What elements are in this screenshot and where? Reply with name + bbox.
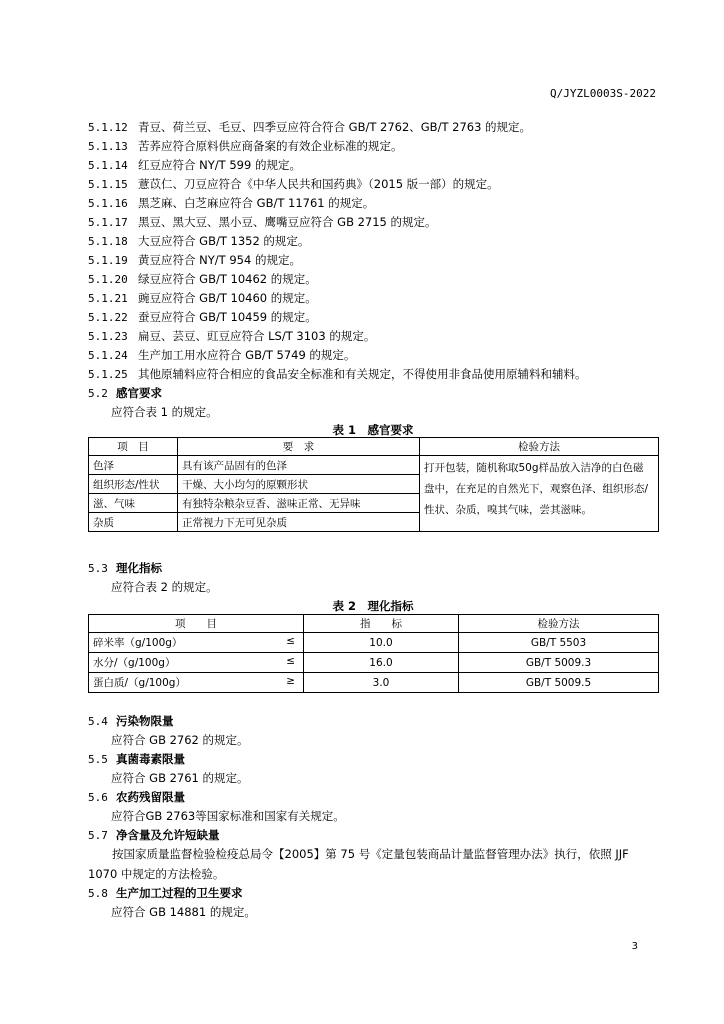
clause-number: 5.1.17 bbox=[88, 216, 128, 229]
section-5-7-heading bbox=[88, 828, 220, 843]
clause-number: 5.1.25 bbox=[88, 368, 128, 381]
cell-requirement: 正常视力下无可见杂质 bbox=[178, 513, 420, 532]
cell-item: 组织形态/性状 bbox=[89, 475, 178, 494]
section-5-5-text: 应符合 GB 2761 的规定。 bbox=[111, 771, 249, 785]
limit-symbol: ≤ bbox=[286, 655, 295, 667]
section-5-3-heading bbox=[88, 561, 162, 576]
clause-number: 5.1.20 bbox=[88, 273, 128, 286]
section-number: 5.3 bbox=[88, 562, 108, 575]
cell-value: 16.0 bbox=[304, 653, 459, 673]
clause-text: 其他原辅料应符合相应的食品安全标准和有关规定，不得使用非食品使用原辅料和辅料。 bbox=[138, 367, 587, 381]
table-row bbox=[89, 673, 659, 693]
cell-item bbox=[89, 673, 304, 693]
section-title: 理化指标 bbox=[116, 561, 162, 575]
clause-text: 大豆应符合 GB/T 1352 的规定。 bbox=[138, 234, 310, 248]
cell-value: 10.0 bbox=[304, 633, 459, 653]
cell-item: 杂质 bbox=[89, 513, 178, 532]
cell-method: GB/T 5009.5 bbox=[459, 673, 659, 693]
clause-text: 苦荞应符合原料供应商备案的有效企业标准的规定。 bbox=[138, 139, 403, 153]
cell-method: GB/T 5503 bbox=[459, 633, 659, 653]
col-header-requirement: 要 求 bbox=[178, 438, 420, 456]
clause-text: 黑芝麻、白芝麻应符合 GB/T 11761 的规定。 bbox=[138, 196, 375, 210]
clause-text: 绿豆应符合 GB/T 10462 的规定。 bbox=[138, 272, 317, 286]
clause-number: 5.1.16 bbox=[88, 197, 128, 210]
document-code: Q/JYZL0003S-2022 bbox=[550, 87, 656, 100]
cell-method: GB/T 5009.3 bbox=[459, 653, 659, 673]
section-5-6-heading bbox=[88, 790, 185, 805]
col-header-item: 项 目 bbox=[89, 438, 178, 456]
section-5-8-text: 应符合 GB 14881 的规定。 bbox=[111, 905, 256, 919]
section-5-7-text: 按国家质量监督检验检疫总局令【2005】第 75 号《定量包装商品计量监督管理办法》执行，依照 JJF 1070 中规定的方法检验。 bbox=[88, 847, 629, 881]
section-5-6-text: 应符合GB 2763等国家标准和国家有关规定。 bbox=[111, 809, 345, 823]
clause-5-1-25 bbox=[88, 367, 587, 382]
clause-number: 5.1.18 bbox=[88, 235, 128, 248]
sensory-requirements-table bbox=[88, 437, 659, 532]
clause-5-1-19 bbox=[88, 253, 301, 268]
section-title: 农药残留限量 bbox=[116, 790, 185, 804]
cell-value: 3.0 bbox=[304, 673, 459, 693]
cell-item: 滋、气味 bbox=[89, 494, 178, 513]
section-5-2-heading bbox=[88, 386, 162, 401]
item-name: 水分/（g/100g） bbox=[93, 657, 176, 669]
clause-number: 5.1.15 bbox=[88, 178, 128, 191]
section-5-4-heading bbox=[88, 714, 174, 729]
limit-symbol: ≥ bbox=[286, 675, 295, 687]
section-5-4-text: 应符合 GB 2762 的规定。 bbox=[111, 733, 249, 747]
clause-5-1-15 bbox=[88, 177, 499, 192]
cell-item: 色泽 bbox=[89, 456, 178, 475]
clause-number: 5.1.12 bbox=[88, 121, 128, 134]
limit-symbol: ≤ bbox=[286, 635, 295, 647]
clause-number: 5.1.13 bbox=[88, 140, 128, 153]
table-1-caption: 表 1 感官要求 bbox=[332, 423, 414, 437]
clause-text: 黄豆应符合 NY/T 954 的规定。 bbox=[138, 253, 301, 267]
clause-5-1-18 bbox=[88, 234, 309, 249]
cell-requirement: 具有该产品固有的色泽 bbox=[178, 456, 420, 475]
clause-5-1-13 bbox=[88, 139, 403, 154]
section-number: 5.2 bbox=[88, 387, 108, 400]
clause-number: 5.1.21 bbox=[88, 292, 128, 305]
page-number: 3 bbox=[631, 941, 638, 952]
clause-5-1-20 bbox=[88, 272, 317, 287]
clause-text: 豌豆应符合 GB/T 10460 的规定。 bbox=[138, 291, 317, 305]
section-number: 5.4 bbox=[88, 715, 108, 728]
cell-item bbox=[89, 633, 304, 653]
section-number: 5.7 bbox=[88, 829, 108, 842]
section-number: 5.6 bbox=[88, 791, 108, 804]
col-header-method: 检验方法 bbox=[420, 438, 659, 456]
clause-number: 5.1.23 bbox=[88, 330, 128, 343]
section-number: 5.5 bbox=[88, 753, 108, 766]
cell-requirement: 干燥、大小均匀的原颗形状 bbox=[178, 475, 420, 494]
section-title: 真菌毒素限量 bbox=[116, 752, 185, 766]
section-number: 5.8 bbox=[88, 887, 108, 900]
clause-5-1-12 bbox=[88, 120, 531, 135]
clause-number: 5.1.22 bbox=[88, 311, 128, 324]
col-header-method: 检验方法 bbox=[459, 615, 659, 633]
clause-number: 5.1.14 bbox=[88, 159, 128, 172]
table-2-caption: 表 2 理化指标 bbox=[332, 599, 414, 613]
clause-text: 生产加工用水应符合 GB/T 5749 的规定。 bbox=[138, 348, 356, 362]
cell-method: 打开包装，随机称取50g样品放入洁净的白色磁盘中，在充足的自然光下，观察色泽、组织形态/性状、杂质，嗅其气味，尝其滋味。 bbox=[420, 456, 659, 532]
section-5-2-text: 应符合表 1 的规定。 bbox=[111, 405, 218, 419]
clause-5-1-23 bbox=[88, 329, 375, 344]
section-5-3-text: 应符合表 2 的规定。 bbox=[111, 580, 218, 594]
section-title: 生产加工过程的卫生要求 bbox=[116, 886, 243, 900]
clause-5-1-16 bbox=[88, 196, 374, 211]
table-row bbox=[89, 653, 659, 673]
clause-5-1-17 bbox=[88, 215, 437, 230]
section-title: 净含量及允许短缺量 bbox=[116, 828, 220, 842]
clause-5-1-22 bbox=[88, 310, 317, 325]
cell-requirement: 有独特杂粮杂豆香、滋味正常、无异味 bbox=[178, 494, 420, 513]
clause-number: 5.1.19 bbox=[88, 254, 128, 267]
clause-text: 黑豆、黑大豆、黑小豆、鹰嘴豆应符合 GB 2715 的规定。 bbox=[138, 215, 437, 229]
col-header-indicator: 指 标 bbox=[304, 615, 459, 633]
table-header-row bbox=[89, 438, 659, 456]
clause-text: 薏苡仁、刀豆应符合《中华人民共和国药典》（2015 版一部）的规定。 bbox=[138, 177, 499, 191]
clause-5-1-21 bbox=[88, 291, 317, 306]
clause-text: 蚕豆应符合 GB/T 10459 的规定。 bbox=[138, 310, 317, 324]
section-title: 污染物限量 bbox=[116, 714, 174, 728]
table-header-row bbox=[89, 615, 659, 633]
item-name: 碎米率（g/100g） bbox=[93, 637, 183, 649]
physicochemical-table bbox=[88, 614, 659, 693]
clause-5-1-14 bbox=[88, 158, 301, 173]
section-title: 感官要求 bbox=[116, 386, 162, 400]
clause-number: 5.1.24 bbox=[88, 349, 128, 362]
table-row bbox=[89, 456, 659, 475]
col-header-item: 项 目 bbox=[89, 615, 304, 633]
cell-item bbox=[89, 653, 304, 673]
section-5-8-heading bbox=[88, 886, 243, 901]
section-5-5-heading bbox=[88, 752, 185, 767]
table-row bbox=[89, 633, 659, 653]
clause-5-1-24 bbox=[88, 348, 355, 363]
clause-text: 扁豆、芸豆、豇豆应符合 LS/T 3103 的规定。 bbox=[138, 329, 376, 343]
item-name: 蛋白质/（g/100g） bbox=[93, 677, 186, 689]
clause-text: 青豆、荷兰豆、毛豆、四季豆应符合符合 GB/T 2762、GB/T 2763 的规定。 bbox=[138, 120, 532, 134]
clause-text: 红豆应符合 NY/T 599 的规定。 bbox=[138, 158, 301, 172]
